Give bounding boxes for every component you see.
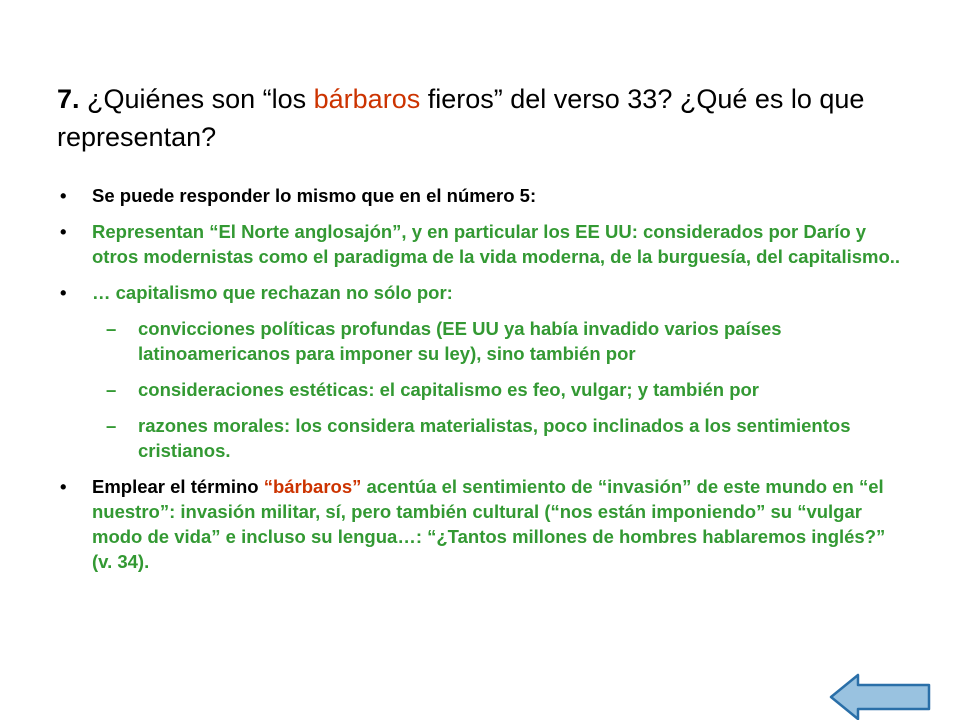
text-segment: (v. 34). (92, 551, 150, 572)
back-navigation-button[interactable] (828, 670, 934, 720)
quoted-phrase-vulgar-modo: “vulgar modo de vida” (92, 501, 862, 547)
quoted-verse-34: “¿Tantos millones de hombres hablaremos inglés?” (427, 526, 886, 547)
text-segment: acentúa el sentimiento de (361, 476, 598, 497)
bullet-text: … capitalismo que rechazan no sólo por: (92, 282, 453, 303)
slide-body (60, 183, 910, 585)
bullet-item (60, 280, 910, 305)
bullet-marker: • (60, 476, 67, 497)
bullet-text: Representan “El Norte anglosajón”, y en particular los EE UU: considerados por Darío y otros modernistas como el paradigma de la vida moderna, de la burguesía, del capitalismo.. (92, 221, 901, 267)
bullet-item (60, 219, 910, 269)
title-part-1: ¿Quiénes son “los (79, 84, 314, 114)
quoted-term-invasion: “invasión” (597, 476, 692, 497)
quoted-term-nuestro: “el nuestro” (92, 476, 884, 522)
subbullet-marker: – (106, 318, 117, 339)
question-number: 7. (57, 84, 80, 114)
bullet-text (92, 476, 885, 572)
text-segment: de este mundo en (691, 476, 859, 497)
subbullet-marker: – (106, 379, 117, 400)
text-segment: Emplear el término (92, 476, 264, 497)
text-segment: su (765, 501, 798, 522)
bullet-marker: • (60, 221, 67, 242)
quoted-term-barbaros: “bárbaros” (263, 476, 362, 497)
left-arrow-icon (828, 670, 934, 720)
bullet-item (60, 474, 910, 574)
slide-title (57, 80, 937, 156)
subbullet-text: convicciones políticas profundas (EE UU ya había invadido varios países latinoamericanos para imponer su ley), sino también por (138, 318, 782, 364)
subbullet-item (60, 377, 910, 402)
title-part-2: fieros” del verso 33? ¿Qué es lo que representan? (57, 84, 865, 152)
bullet-marker: • (60, 185, 67, 206)
bullet-item (60, 183, 910, 208)
subbullet-text: razones morales: los considera materialistas, poco inclinados a los sentimientos cristianos. (138, 415, 851, 461)
subbullet-item (60, 413, 910, 463)
text-segment: : invasión militar, sí, pero también cultural ( (169, 501, 551, 522)
text-segment: e incluso su lengua…: (220, 526, 428, 547)
bullet-text: Se puede responder lo mismo que en el número 5: (92, 185, 537, 206)
subbullet-text: consideraciones estéticas: el capitalismo es feo, vulgar; y también por (138, 379, 759, 400)
subbullet-item (60, 316, 910, 366)
title-highlight: bárbaros (313, 84, 421, 114)
quoted-phrase-imponiendo: “nos están imponiendo” (550, 501, 766, 522)
subbullet-marker: – (106, 415, 117, 436)
bullet-marker: • (60, 282, 67, 303)
